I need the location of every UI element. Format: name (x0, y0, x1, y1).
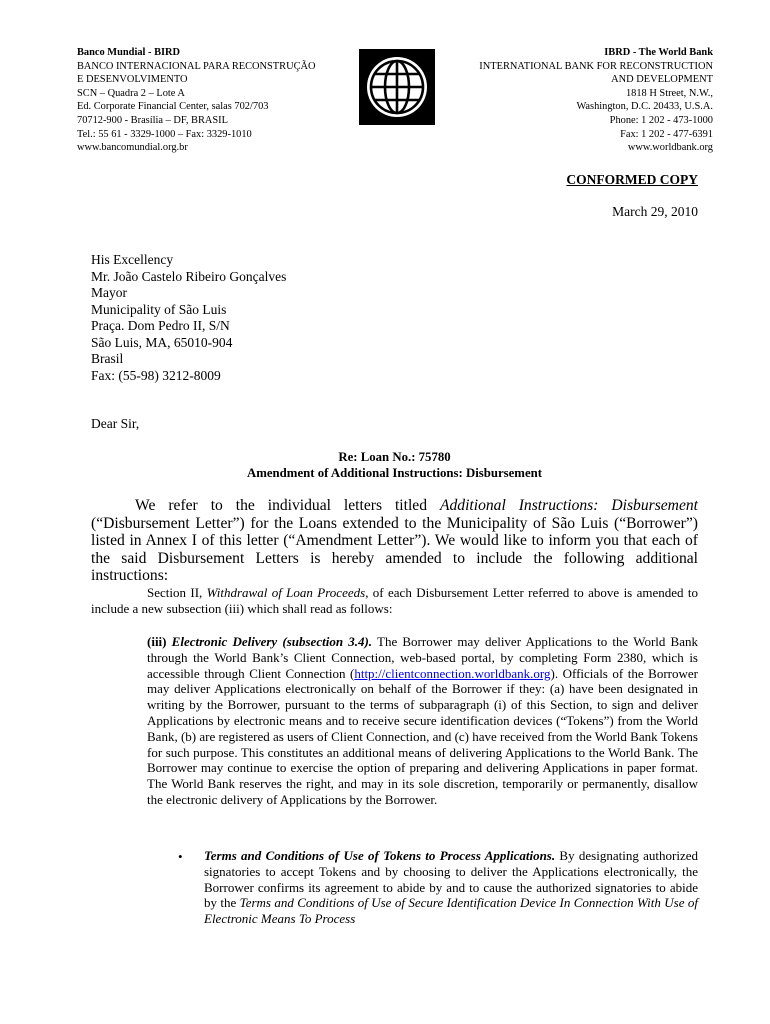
text: Section II, (147, 585, 207, 600)
address-line: BANCO INTERNACIONAL PARA RECONSTRUÇÃO (77, 60, 316, 72)
address-line: 70712-900 - Brasília – DF, BRASIL (77, 114, 228, 126)
address-line: INTERNATIONAL BANK FOR RECONSTRUCTION (479, 60, 713, 72)
subject-title: Amendment of Additional Instructions: Disbursement (246, 465, 543, 480)
address-line: Mayor (91, 285, 127, 300)
address-line: Mr. João Castelo Ribeiro Gonçalves (91, 268, 287, 284)
text: ). Officials of the Borrower may deliver Applications electronically on behalf of the Borrower if they: (a) have been designated in writing by the Borrower, pursuant to the terms of subparagraph (i) of this Section, to sign and deliver Applications by electronic means and to receive secure identification devices (“Tokens”) from the World Bank, (b) are registered as users of Client Connection, and (c) have received from the World Bank Tokens for such purpose. This constitutes an additional means of delivering Applications to the World Bank. The Borrower may continue to exercise the option of preparing and delivering Applications in paper format. The World Bank reserves the right, and may in its sole discretion, temporarily or permanently, disallow the electronic delivery of Applications by the Borrower. (147, 665, 698, 807)
text: By designating authorized signatories to accept Tokens and by choosing to deliver the Applications electronically, the Borrower confirms its agreement to abide by and to cause the authorized signatories to abide by the (204, 848, 698, 911)
phone-line: Tel.: 55 61 - 3329-1000 – Fax: 3329-1010 (77, 128, 252, 140)
text: (“Disbursement Letter”) for the Loans extended to the Municipality of São Luis (“Borrower”) listed in Annex I of this letter (“Amendment Letter”). We would like to inform you that each of the said Disbursement Letters is hereby amended to include the following additional instructions: (91, 514, 698, 585)
org-name-en: IBRD - The World Bank (604, 47, 713, 58)
subject-loan: Re: Loan No.: 75780 (338, 450, 451, 464)
subsection-number: (iii) (147, 634, 172, 649)
subsection-title: Electronic Delivery (subsection 3.4). (171, 634, 373, 649)
address-line: Fax: (55-98) 3212-8009 (91, 367, 221, 383)
text: The Borrower may deliver Applications to the World Bank through the World Bank’s Client Connection, web-based portal, by completing Form 2380, which is accessible through Client Connection ( (147, 634, 698, 681)
bullet-title: Terms and Conditions of Use of Tokens to Process Applications. (204, 848, 556, 863)
website-link[interactable]: www.bancomundial.org.br (77, 142, 188, 154)
letterhead-right (413, 46, 713, 155)
letter-date: March 29, 2010 (612, 204, 698, 219)
text-italic: Additional Instructions: Disbursement (439, 497, 698, 514)
subject-block (91, 450, 698, 481)
bullet-icon: • (178, 849, 183, 864)
paragraph-intro (91, 497, 698, 585)
org-name-pt: Banco Mundial - BIRD (77, 47, 181, 58)
fax-line: Fax: 1 202 - 477-6391 (620, 128, 713, 140)
address-line: Praça. Dom Pedro II, S/N (91, 318, 230, 333)
text-italic: Terms and Conditions of Use of Secure Identification Device In Connection With Use of Electronic Means To Process (204, 895, 698, 927)
address-line: SCN – Quadra 2 – Lote A (77, 87, 185, 99)
website-link[interactable]: www.worldbank.org (627, 142, 713, 154)
text: We refer to the individual letters titled (135, 497, 440, 514)
address-line: AND DEVELOPMENT (611, 74, 713, 86)
paragraph-electronic-delivery (147, 634, 698, 808)
paragraph-section (91, 585, 698, 617)
client-connection-link[interactable]: http://clientconnection.worldbank.org (354, 665, 551, 681)
address-line: Ed. Corporate Financial Center, salas 702/703 (77, 101, 269, 113)
address-line: São Luis, MA, 65010-904 (91, 334, 233, 350)
address-line: Municipality of São Luis (91, 301, 227, 317)
address-line: E DESENVOLVIMENTO (77, 74, 188, 86)
text: , of each Disbursement Letter referred to above is amended to include a new subsection (iii) which shall read as follows: (91, 585, 699, 616)
phone-line: Phone: 1 202 - 473-1000 (609, 114, 713, 126)
letterhead-left (77, 46, 352, 155)
conformed-copy-label: CONFORMED COPY (566, 172, 698, 187)
recipient-address (91, 252, 286, 384)
address-line: Washington, D.C. 20433, U.S.A. (576, 101, 713, 113)
address-line: Brasil (91, 351, 124, 366)
paragraph-terms-bullet (204, 848, 698, 927)
salutation: Dear Sir, (91, 416, 140, 431)
text-italic: Withdrawal of Loan Proceeds (206, 585, 366, 600)
address-line: 1818 H Street, N.W., (625, 87, 713, 99)
address-line: His Excellency (91, 252, 174, 267)
